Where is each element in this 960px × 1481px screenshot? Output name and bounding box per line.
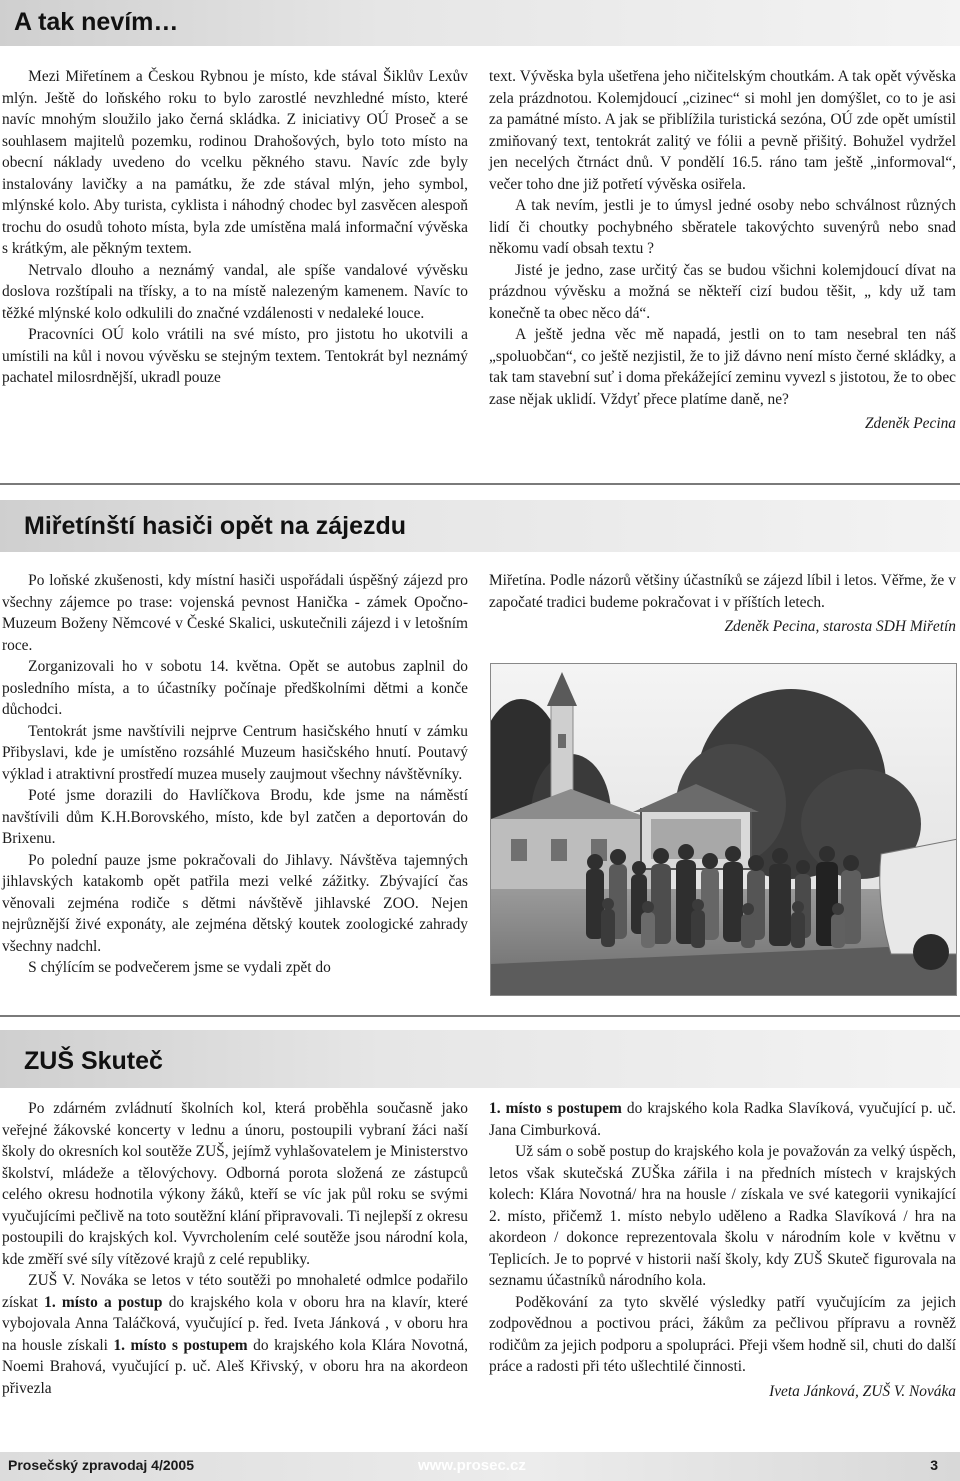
section-title: Miřetínští hasiči opět na zájezdu — [24, 512, 407, 540]
article-paragraph: Mezi Miřetínem a Českou Rybnou je místo, kde stával Šiklův Lexův mlýn. Ještě do loňského roku to bylo zarostlé nevzhledné místo, které navíc mnohým sloužilo jako černá skládka. Z iniciativy OÚ Proseč a se souhlasem majitelů pozemku, rodinou Drahošových, bylo toto místo na obecní náklady uvedeno do vcelku pěkného stavu. Navíc zde byly instalovány lavičky a na památku, že zde stával mlýn, jeho symbol, mlýnské kolo. Aby turista, cyklista i náhodný chodec byl zasvěcen alespoň trochu do osudů tohoto místa, byla zde umístěna malá informační vývěska s krátkým, ale pěkným textem. — [2, 68, 468, 257]
award-highlight: 1. místo s postupem — [489, 1100, 622, 1117]
article-paragraph: Tentokrát jsme navštívili nejprve Centrum hasičského hnutí v zámku Přibyslavi, kde je umístěno rozsáhlé Muzeum hasičského hnutí. Poutavý výklad i atraktivní prostředí muzea musely zaujmout všechny návštěvníky. — [2, 722, 468, 783]
website-link[interactable]: www.prosec.cz — [418, 1457, 526, 1474]
article-paragraph: Miřetína. Podle názorů většiny účastníků se zájezd líbil i letos. Věřme, že v započaté tradici budeme pokračovat i v příštích letech. — [489, 572, 956, 611]
author-signature: Zdeněk Pecina — [864, 415, 956, 432]
section-title: ZUŠ Skuteč — [24, 1047, 163, 1075]
text-run: do krajského kola Klára Novotná, Noemi Brahová, vyučující p. uč. Aleš Křivský, v oboru hra na akordeon přivezla — [2, 1336, 468, 1397]
award-highlight: 1. místo a postup — [44, 1293, 163, 1311]
section-divider — [0, 483, 960, 485]
publication-name: Prosečský zpravodaj 4/2005 — [8, 1457, 195, 1473]
article-paragraph: text. Vývěska byla ušetřena jeho ničitelským choutkám. A tak opět vývěska zela prázdnotou. Kolemjdoucí „cizinec“ si mohl jen domýšlet, co to je asi za památné místo. A jak se přiblížila turistická sezóna, OÚ zde opět umístil zmiňovaný text, tentokrát zalitý ve fólii a pevně přišitý. Bohužel vydržel jen necelých čtrnáct dnů. V pondělí 16.5. ráno tam ještě „informoval“, večer toho dne již potřetí vývěska osiřela. — [489, 68, 956, 193]
article-paragraph: A tak nevím, jestli je to úmysl jedné osoby nebo schválnost různých lidí či choutky pochybného sběratele takovýchto suvenýrů nebo snad někomu vadí obsah textu ? — [489, 197, 956, 257]
article-paragraph: Po polední pauze jsme pokračovali do Jihlavy. Návštěva tajemných jihlavských katakomb opět patřila mezi velké zážitky. Zbývající čas věnovali zejména rodiče s dětmi návštěvě jihlavské ZOO. Nejen nejrůznější živé exponáty, ale zejména dětský koutek zoologické zahrady všechny nadchl. — [2, 851, 468, 955]
article-left-column — [2, 66, 468, 389]
article-right-column — [489, 66, 956, 435]
article-paragraph: S chýlícím se podvečerem jsme se vydali zpět do — [28, 959, 331, 976]
section-divider — [0, 1015, 960, 1017]
text-run: ZUŠ V. Nováka se letos v této soutěži po mnohaleté odmlce podařilo získat — [2, 1272, 468, 1311]
article-paragraph: Pracovníci OÚ kolo vrátili na své místo, pro jistotu ho ukotvili a umístili na kůl i novou vývěsku se stejným textem. Tentokrát byl neznámý pachatel milosrdnější, ukradl pouze — [2, 326, 468, 386]
section-title: A tak nevím… — [14, 8, 179, 36]
article-paragraph: Poděkování za tyto skvělé výsledky patří vyučujícím za jejich zodpovědnou a poctivou práci, žákům za pečlivou přípravu a rovněž rodičům za jejich podporu a spolupráci. Přeji všem hodně sil, chuti do další práce a radosti při této ušlechtilé činnosti. — [489, 1293, 956, 1375]
article-paragraph: Po loňské zkušenosti, kdy místní hasiči uspořádali úspěšný zájezd pro všechny zájemce po trase: vojenská pevnost Hanička - zámek Opočno- Muzeum Boženy Němcové v České Skalici, uskutečnili zájezd i v letošním roce. — [2, 572, 468, 654]
article-paragraph: Poté jsme dorazili do Havlíčkova Brodu, kde jsme na náměstí navštívili dům K.H.Borovského, místo, kde byl zatčen a deportován do Brixenu. — [2, 787, 468, 847]
article-paragraph — [2, 1270, 468, 1399]
group-photo — [490, 663, 957, 996]
article-paragraph: Už sám o sobě postup do krajského kola je považován za velký úspěch, letos však skutečská ZUŠka zářila i na předních místech v krajských kolech: Klára Novotná/ hra na housle / získala ve své kategorii vynikající 2. místo, přičemž 1. místo nebylo uděleno a Radka Slavíková / hra na akordeon / dokonce reprezentovala školu v národním kole v květnu v Teplicích. Je to poprvé v historii naší školy, kdy ZUŠ Skuteč figurovala na seznamu účastníků národního kola. — [489, 1143, 956, 1289]
author-signature: Iveta Jánková, ZUŠ V. Nováka — [769, 1382, 956, 1400]
text-run: do krajského kola v oboru hra na klavír, které vybojovala Anna Taláčková, vyučující p. řed. Iveta Jánková , v oboru hra na housle získali — [2, 1293, 468, 1354]
article-paragraph: Po zdárném zvládnutí školních kol, která proběhla současně jako veřejné žákovské koncerty v lednu a únoru, postoupili vybraní žáci naší školy do okresních kol soutěže ZUŠ, jejímž vyhlašovatelem je Ministerstvo školství, mládeže a tělovýchovy. Odborná porota složená ze zástupců celého okresu hodnotila výkony žáků, kteří se víc jak půl roku se svými vyučujícími pečlivě na toto soutěžní klání připravovali. Ti nejlepší z okresu postoupili do krajských kol. Vyvrcholením celé soutěže jsou národní kola, kde změří své síly vítězové krajů z celé republiky. — [2, 1100, 468, 1268]
article-paragraph — [489, 1098, 956, 1141]
article-paragraph: A ještě jedna věc mě napadá, jestli on to tam nesebral ten náš „spoluobčan“, co ještě nezjistil, že to již dávno není místo černé skládky, a tak tam stavební suť i doma překážející zeminu vyvezl s jistotou, že to obec zase nějak uklidí. Vždyť přece platíme daně, ne? — [489, 326, 956, 408]
article-paragraph: Netrvalo dlouho a neznámý vandal, ale spíše vandalové vývěsku doslova rozštípali na třísky, a to na místě nalezeným kamenem. Navíc to těžké mlýnské kolo odkulili do značné vzdálenosti v nedaleké louce. — [2, 261, 468, 322]
article-paragraph: Jisté je jedno, zase určitý čas se budou všichni kolemjdoucí dívat na prázdnou vývěsku a možná se někteří cizí budou těšit, „ kdy už tam konečně ta obec něco dá“. — [489, 261, 956, 322]
text-run: do krajského kola Radka Slavíková, vyučující p. uč. Jana Cimburková. — [489, 1100, 956, 1139]
article-right-column — [489, 1098, 956, 1402]
article-paragraph: Zorganizovali ho v sobotu 14. května. Opět se autobus zaplnil do posledního místa, a to účastníky počínaje předškolními dětmi a konče důchodci. — [2, 658, 468, 718]
article-right-column — [489, 570, 956, 638]
author-signature: Zdeněk Pecina, starosta SDH Miřetín — [724, 618, 956, 635]
page-footer — [0, 1452, 960, 1481]
article-left-column — [2, 1098, 468, 1399]
page-number: 3 — [930, 1457, 938, 1473]
award-highlight: 1. místo s postupem — [113, 1336, 248, 1354]
article-left-column — [2, 570, 468, 979]
